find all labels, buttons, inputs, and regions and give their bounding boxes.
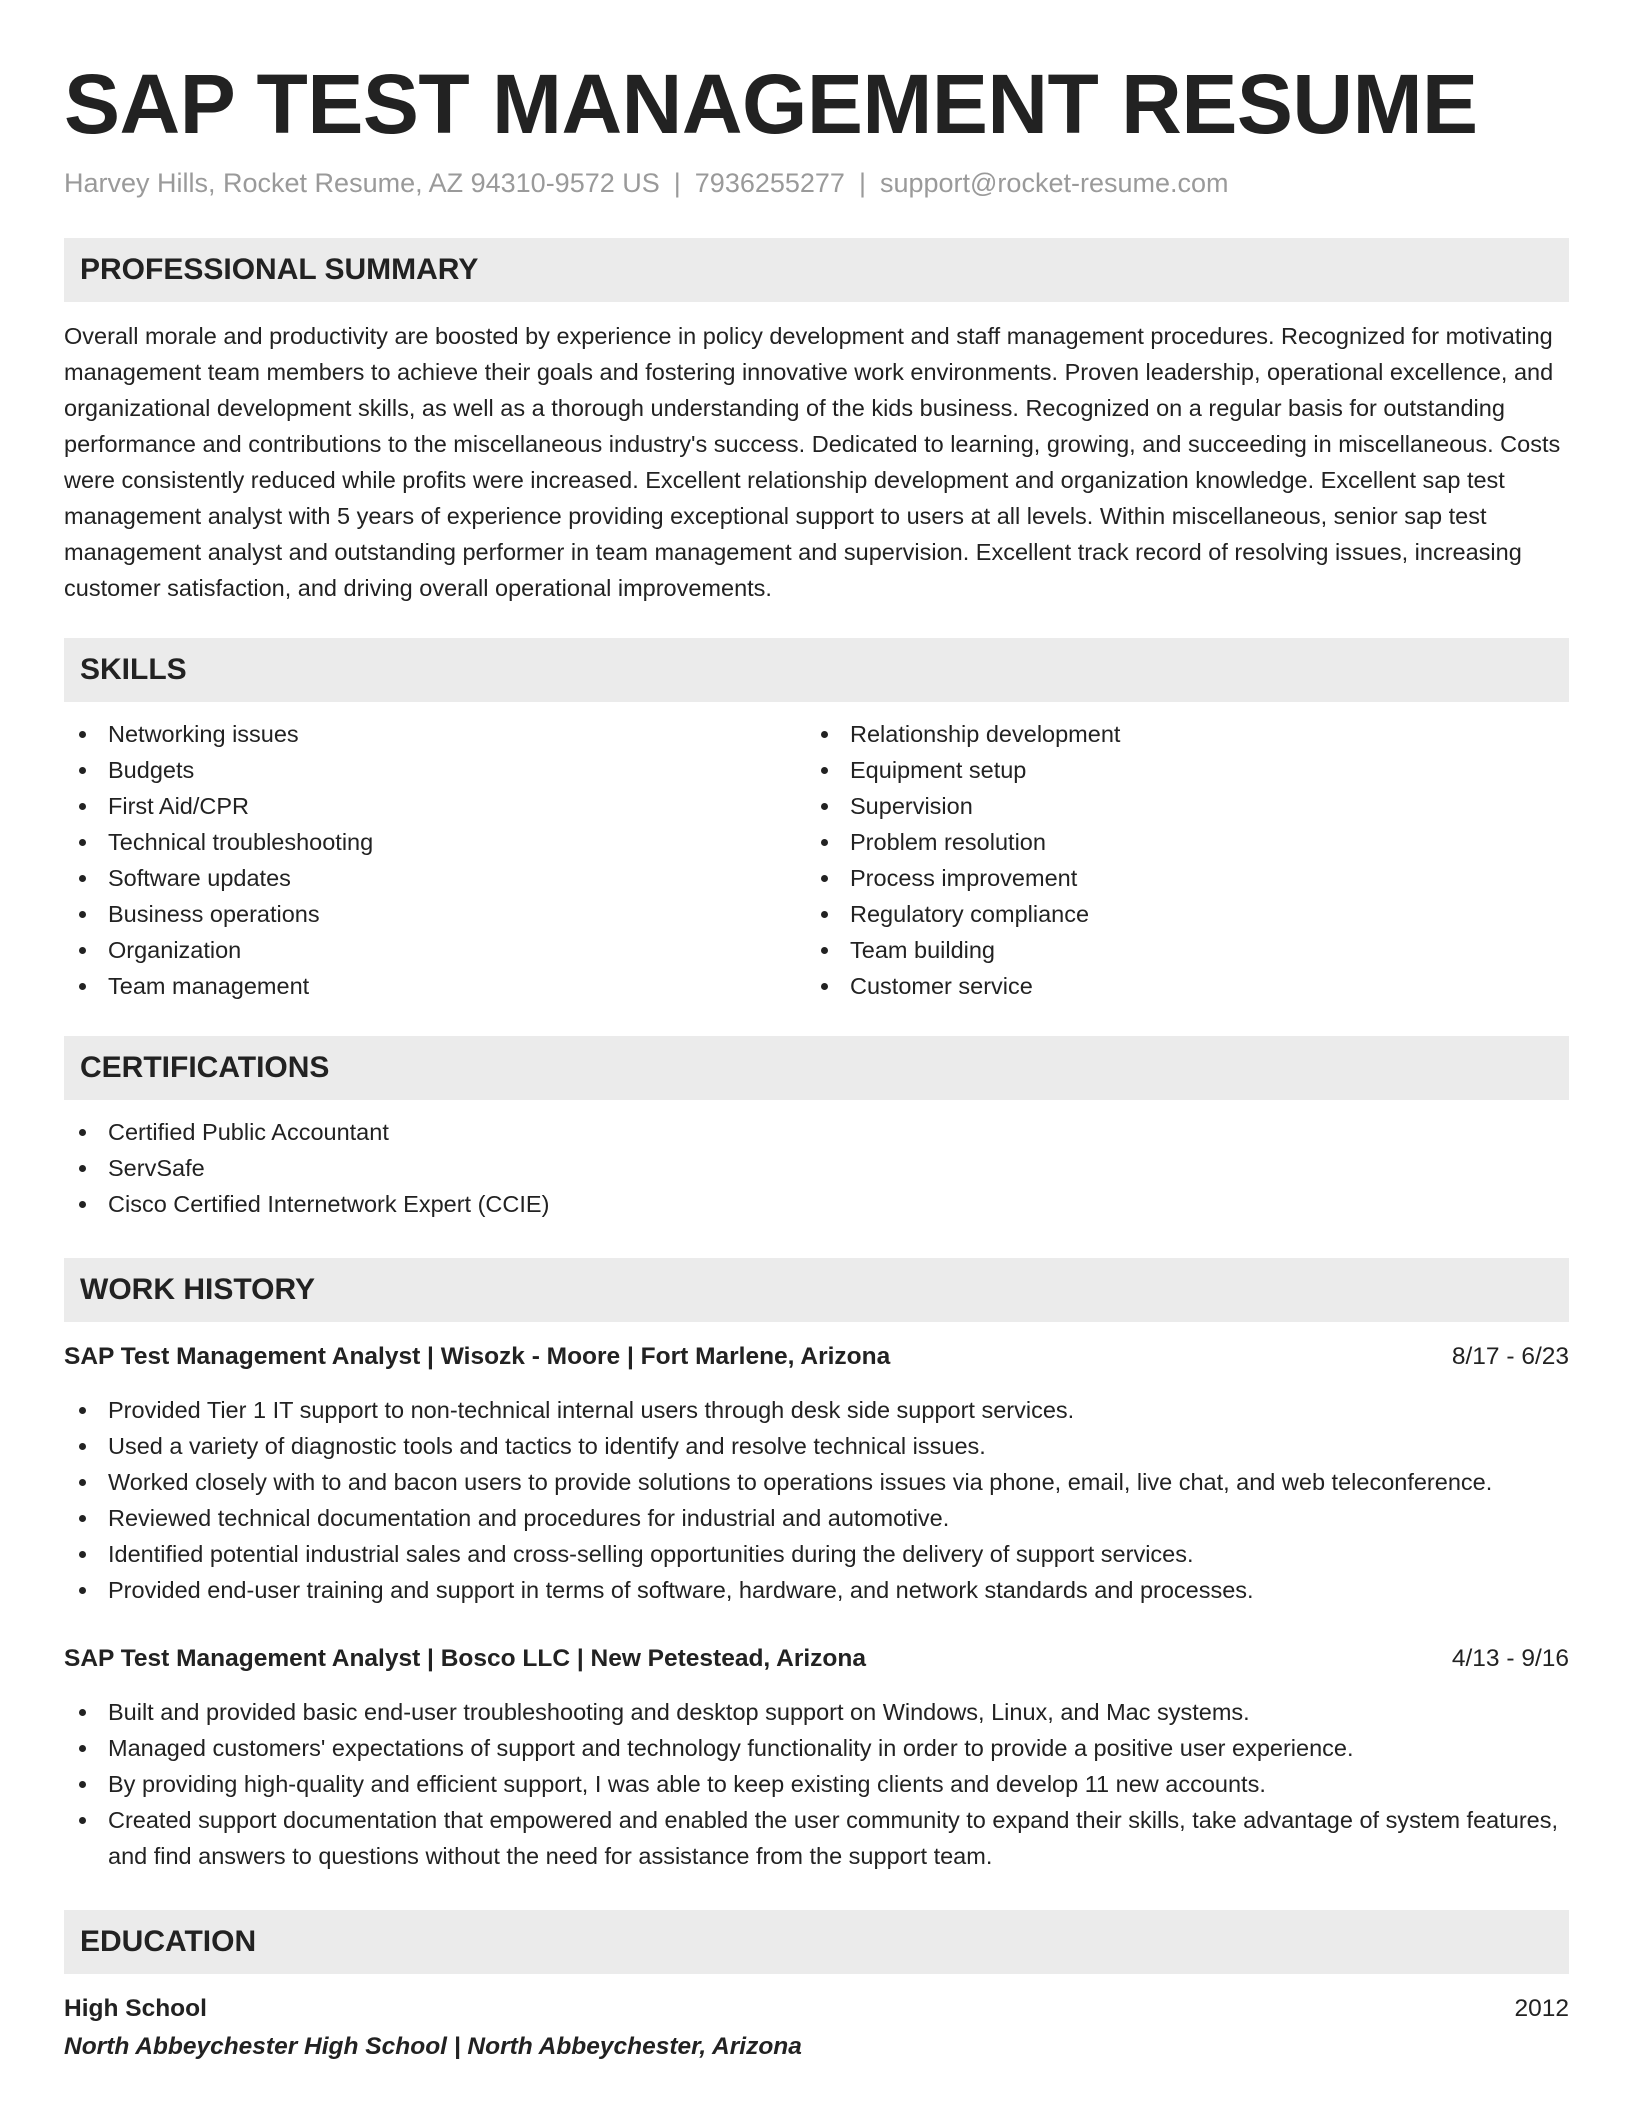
job-bullet: By providing high-quality and efficient support, I was able to keep existing clients and develop 11 new accounts. — [64, 1766, 1569, 1802]
section-heading-summary: PROFESSIONAL SUMMARY — [64, 238, 1569, 302]
job-bullet: Provided Tier 1 IT support to non-technical internal users through desk side support services. — [64, 1392, 1569, 1428]
job-header — [64, 1642, 1569, 1676]
resume-title: SAP TEST MANAGEMENT RESUME — [64, 57, 1478, 151]
skill-item: Networking issues — [64, 716, 806, 752]
education-school: North Abbeychester High School | North Abbeychester, Arizona — [64, 2033, 802, 2060]
job-header — [64, 1340, 1569, 1374]
skill-item: Process improvement — [806, 860, 1548, 896]
section-heading-work-history: WORK HISTORY — [64, 1258, 1569, 1322]
skill-item: Customer service — [806, 968, 1548, 1004]
section-heading-education: EDUCATION — [64, 1910, 1569, 1974]
skill-item: Relationship development — [806, 716, 1548, 752]
job-bullet: Reviewed technical documentation and procedures for industrial and automotive. — [64, 1500, 1569, 1536]
contact-address: Harvey Hills, Rocket Resume, AZ 94310-9572 US — [64, 168, 660, 198]
job-bullet: Provided end-user training and support in terms of software, hardware, and network standards and processes. — [64, 1572, 1569, 1608]
education-degree: High School — [64, 1995, 207, 2022]
job-title: SAP Test Management Analyst | Bosco LLC | New Petestead, Arizona — [64, 1645, 866, 1672]
contact-email[interactable]: support@rocket-resume.com — [879, 168, 1229, 198]
job-dates: 4/13 - 9/16 — [1451, 1645, 1569, 1672]
summary-text: Overall morale and productivity are boosted by experience in policy development and staff management procedures. Recognized for motivating management team members to achieve their goals and fostering innovative work environments. Proven leadership, operational excellence, and organizational development skills, as well as a thorough understanding of the kids business. Recognized on a regular basis for outstanding performance and contributions to the miscellaneous industry's success. Dedicated to learning, growing, and succeeding in miscellaneous. Costs were consistently reduced while profits were increased. Excellent relationship development and organization knowledge. Excellent sap test management analyst with 5 years of experience providing exceptional support to users at all levels. Within miscellaneous, senior sap test management analyst and outstanding performer in team management and supervision. Excellent track record of resolving issues, increasing customer satisfaction, and driving overall operational improvements. — [64, 323, 1561, 601]
skill-item: Equipment setup — [806, 752, 1548, 788]
job-title: SAP Test Management Analyst | Wisozk - Moore | Fort Marlene, Arizona — [64, 1343, 891, 1370]
job-bullet: Created support documentation that empowered and enabled the user community to expand their skills, take advantage of system features, and find answers to questions without the need for assistance from the support team. — [64, 1802, 1569, 1874]
contact-separator: | — [858, 168, 866, 198]
certification-item: ServSafe — [64, 1150, 1569, 1186]
skill-item: Regulatory compliance — [806, 896, 1548, 932]
skill-item: Supervision — [806, 788, 1548, 824]
skill-item: Organization — [64, 932, 806, 968]
job-bullets — [64, 1694, 1569, 1874]
job-bullet: Used a variety of diagnostic tools and tactics to identify and resolve technical issues. — [64, 1428, 1569, 1464]
education-header — [64, 1992, 1569, 2026]
skill-item: Software updates — [64, 860, 806, 896]
job-bullet: Worked closely with to and bacon users to provide solutions to operations issues via phone, email, live chat, and web teleconference. — [64, 1464, 1569, 1500]
job-bullets — [64, 1392, 1569, 1608]
skills-columns — [64, 716, 1569, 1004]
skill-item: Technical troubleshooting — [64, 824, 806, 860]
contact-phone: 7936255277 — [694, 168, 845, 198]
skill-item: Budgets — [64, 752, 806, 788]
job-bullet: Managed customers' expectations of support and technology functionality in order to provide a positive user experience. — [64, 1730, 1569, 1766]
skills-list-left — [64, 716, 806, 1004]
contact-separator: | — [673, 168, 681, 198]
job-bullet: Identified potential industrial sales and cross-selling opportunities during the delivery of support services. — [64, 1536, 1569, 1572]
certification-item: Certified Public Accountant — [64, 1114, 1569, 1150]
job-dates: 8/17 - 6/23 — [1451, 1343, 1569, 1370]
education-year: 2012 — [1514, 1995, 1569, 2022]
job-bullet: Built and provided basic end-user troubleshooting and desktop support on Windows, Linux, and Mac systems. — [64, 1694, 1569, 1730]
section-heading-certifications: CERTIFICATIONS — [64, 1036, 1569, 1100]
skill-item: Business operations — [64, 896, 806, 932]
skill-item: Problem resolution — [806, 824, 1548, 860]
skill-item: Team building — [806, 932, 1548, 968]
contact-line — [64, 166, 1569, 200]
certifications-list — [64, 1114, 1569, 1222]
skill-item: First Aid/CPR — [64, 788, 806, 824]
certification-item: Cisco Certified Internetwork Expert (CCIE) — [64, 1186, 1569, 1222]
skills-list-right — [806, 716, 1548, 1004]
skill-item: Team management — [64, 968, 806, 1004]
section-heading-skills: SKILLS — [64, 638, 1569, 702]
